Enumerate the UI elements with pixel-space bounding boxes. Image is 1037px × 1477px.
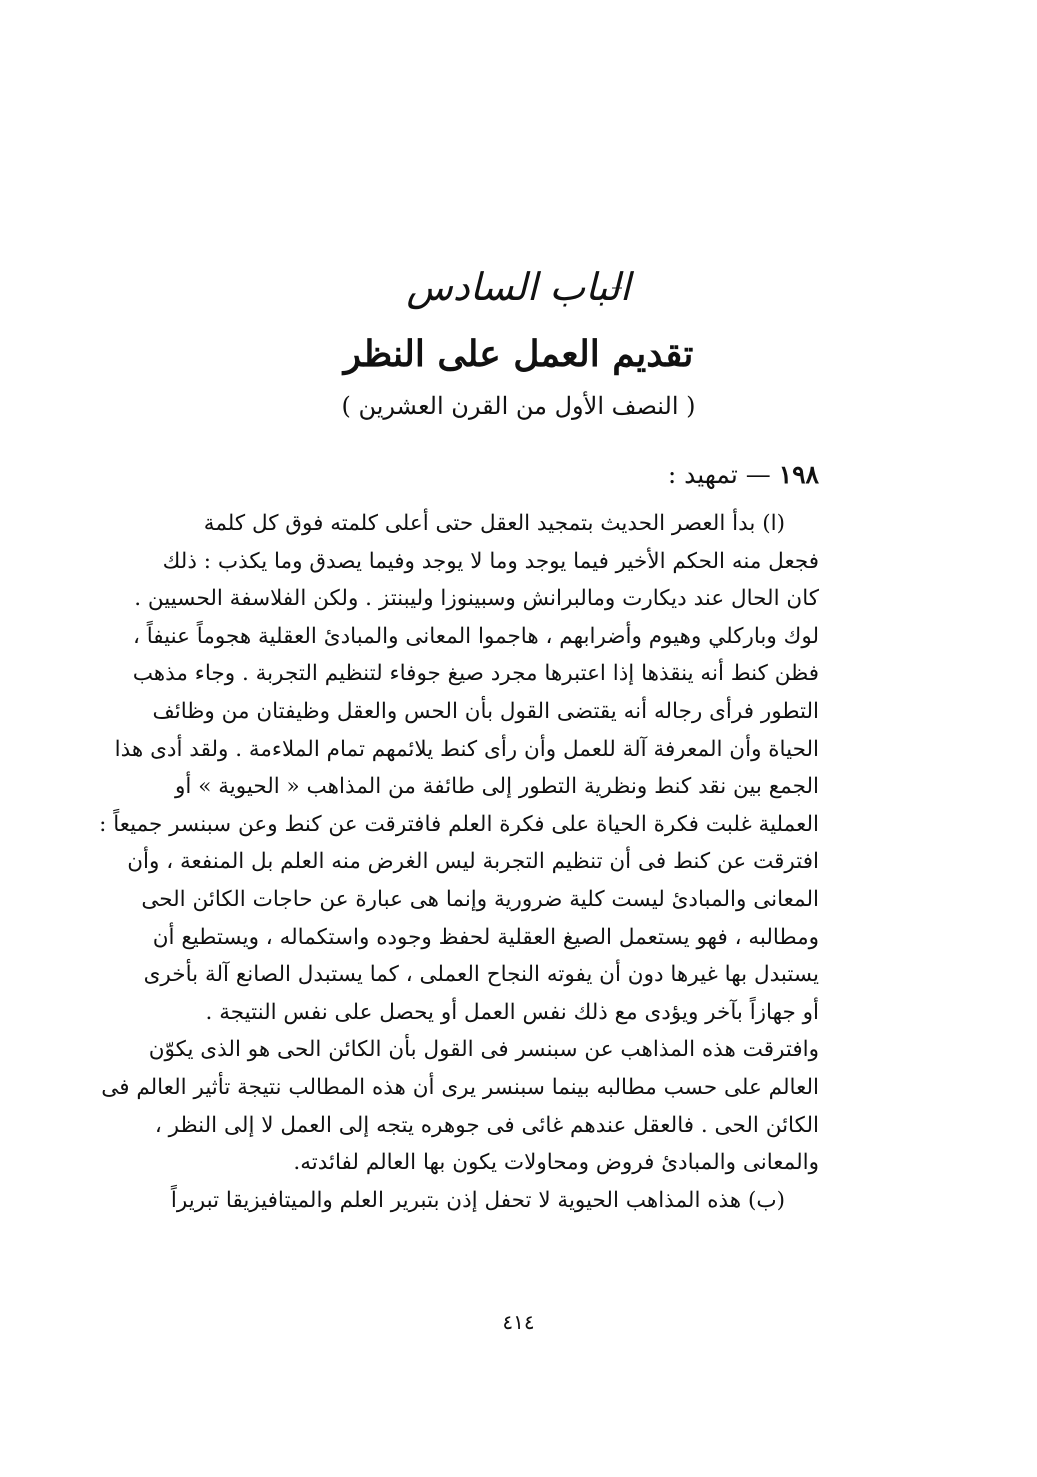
- body-line: الحياة وأن المعرفة آلة للعمل وأن رأى كنط يلائمهم تمام الملاءمة . ولقد أدى هذا: [114, 736, 819, 762]
- body-line: لوك وباركلي وهيوم وأضرابهم ، هاجموا المعانى والمبادئ العقلية هجوماً عنيفاً ،: [132, 623, 819, 649]
- body-line: العملية غلبت فكرة الحياة على فكرة العلم فافترقت عن كنط وعن سبنسر جميعاً :: [99, 811, 819, 837]
- section-number: ١٩٨: [778, 460, 819, 489]
- body-line: العالم على حسب مطالبه بينما سبنسر يرى أن هذه المطالب نتيجة تأثير العالم فى: [101, 1074, 819, 1100]
- body-line: ومطالبه ، فهو يستعمل الصيغ العقلية لحفظ وجوده واستكماله ، ويستطيع أن: [152, 924, 819, 950]
- page-number: ٤١٤: [502, 1310, 535, 1334]
- section-separator: —: [745, 460, 771, 489]
- body-line: وافترقت هذه المذاهب عن سبنسر فى القول بأن الكائن الحى هو الذى يكوّن: [148, 1037, 819, 1063]
- body-line: والمعانى والمبادئ فروض ومحاولات يكون بها العالم لفائدته.: [293, 1150, 819, 1176]
- body-line: أو جهازاً بآخر ويؤدى مع ذلك نفس العمل أو يحصل على نفس النتيجة .: [205, 999, 819, 1025]
- body-line: المعانى والمبادئ ليست كلية ضرورية وإنما هى عبارة عن حاجات الكائن الحى: [141, 886, 819, 912]
- body-text: [99, 505, 819, 1219]
- body-line: فظن كنط أنه ينقذها إذا اعتبرها مجرد صيغ جوفاء لتنظيم التجربة . وجاء مذهب: [132, 661, 819, 687]
- chapter-subtitle: ( النصف الأول من القرن العشرين ): [341, 392, 696, 420]
- body-line: (ا) بدأ العصر الحديث بتمجيد العقل حتى أعلى كلمته فوق كل كلمة: [203, 511, 785, 536]
- body-line: الكائن الحى . فالعقل عندهم غائى فى جوهره يتجه إلى العمل لا إلى النظر ،: [154, 1112, 819, 1138]
- chapter-title: تقديم العمل على النظر: [343, 333, 694, 375]
- body-line: (ب) هذه المذاهب الحيوية لا تحفل إذن بتبرير العلم والميتافيزيقا تبريراً: [170, 1187, 785, 1213]
- body-line: يستبدل بها غيرها دون أن يفوته النجاح العملى ، كما يستبدل الصانع آلة بأخرى: [143, 962, 819, 988]
- section-heading-text: تمهيد :: [667, 460, 738, 489]
- body-line: فجعل منه الحكم الأخير فيما يوجد وما لا يوجد وفيما يصدق وما يكذب : ذلك: [162, 548, 819, 574]
- section-heading: [668, 458, 819, 492]
- body-line: الجمع بين نقد كنط ونظرية التطور إلى طائفة من المذاهب « الحيوية » أو: [175, 774, 819, 800]
- chapter-label: الباب السادس: [406, 265, 631, 309]
- body-line: التطور فرأى رجاله أنه يقتضى القول بأن الحس والعقل وظيفتان من وظائف: [152, 698, 819, 724]
- body-line: افترقت عن كنط فى أن تنظيم التجربة ليس الغرض منه العلم بل المنفعة ، وأن: [127, 849, 819, 875]
- body-line: كان الحال عند ديكارت ومالبرانش وسبينوزا وليبنتز . ولكن الفلاسفة الحسيين .: [134, 586, 819, 612]
